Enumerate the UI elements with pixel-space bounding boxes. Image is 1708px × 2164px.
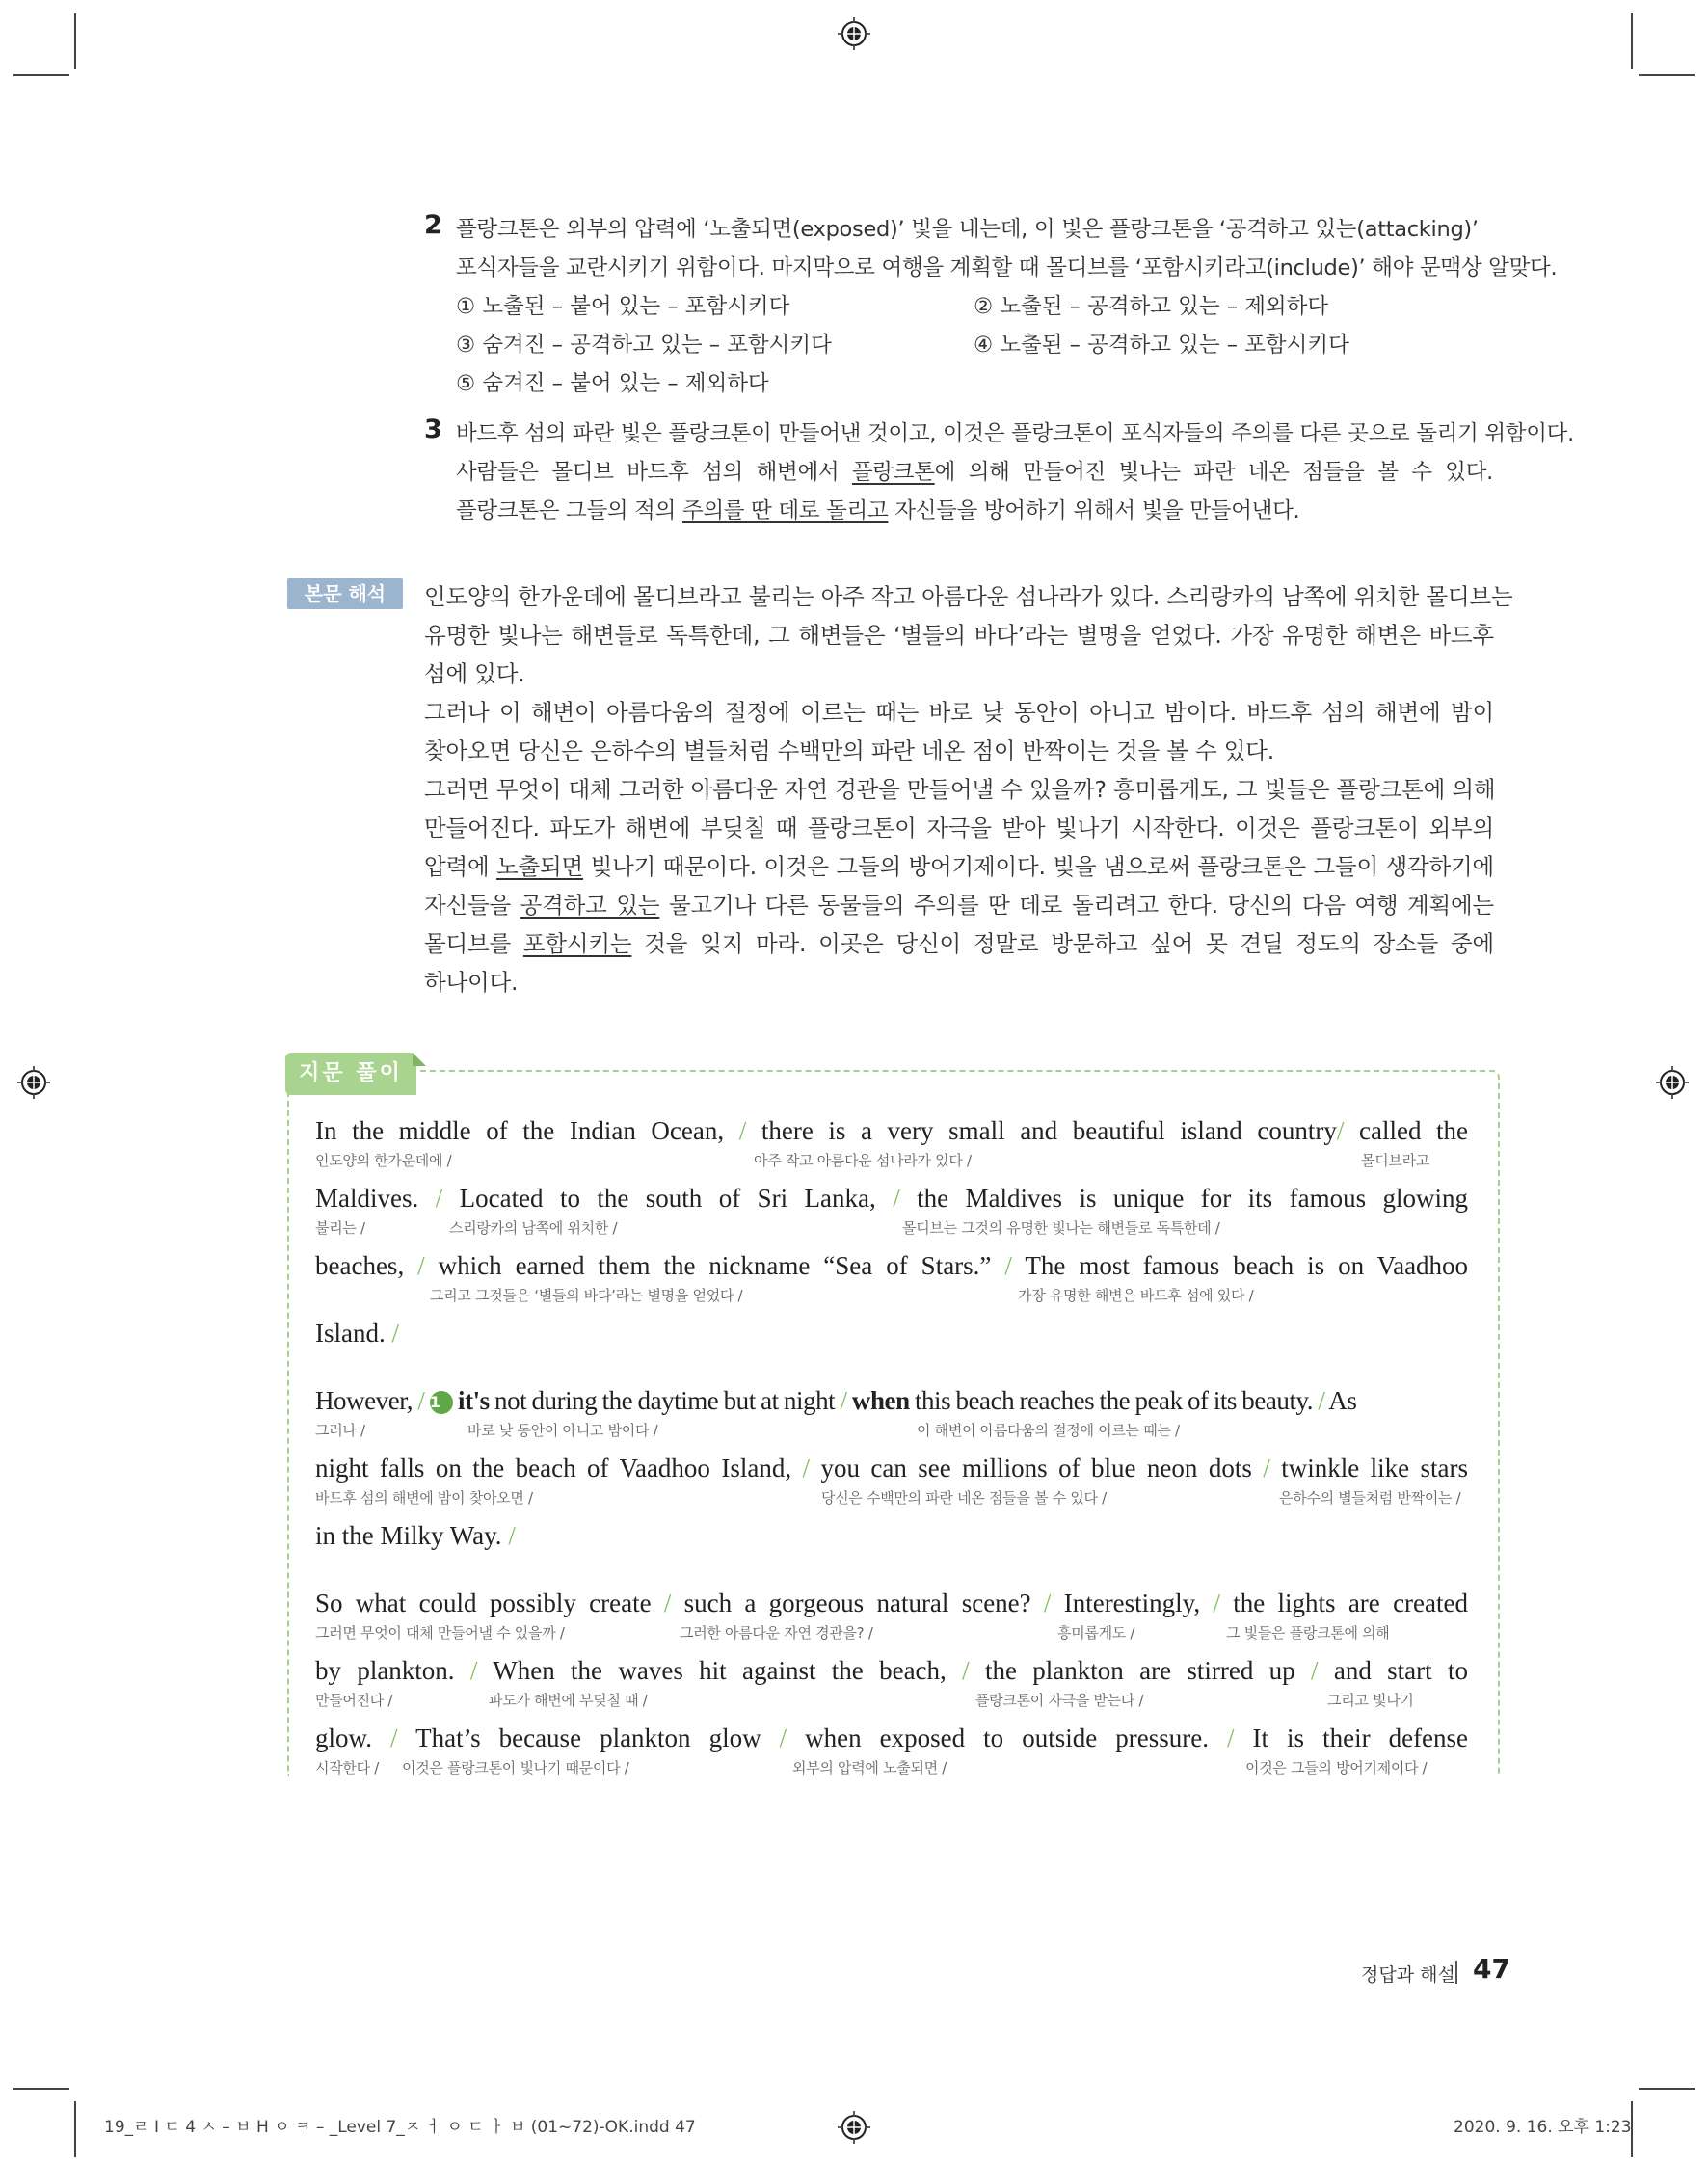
translation-line: 하나이다. [424,969,519,996]
gloss: 불리는 / [315,1219,365,1237]
gloss: 만들어진다 / [315,1692,393,1709]
gloss: 그 빛들은 플랑크톤에 의해 [1226,1624,1390,1642]
gloss: 당신은 수백만의 파란 네온 점들을 볼 수 있다 / [821,1489,1107,1507]
gloss: 아주 작고 아름다운 섬나라가 있다 / [754,1152,972,1169]
gloss: 이것은 플랑크톤이 빛나기 때문이다 / [402,1759,629,1777]
footer-label: 정답과 해설 [1361,1964,1455,1986]
answer-choice: ④ 노출된 – 공격하고 있는 – 포함시키다 [974,333,1349,358]
page-number: 47 [1473,1953,1510,1985]
registration-mark-icon [17,1066,50,1099]
crop-mark [1639,2088,1695,2090]
gloss: 이것은 그들의 방어기제이다 / [1245,1759,1428,1777]
gloss: 그러한 아름다운 자연 경관을? / [680,1624,873,1642]
answer-choice: ① 노출된 – 붙어 있는 – 포함시키다 [456,294,790,319]
translation-line: 그러면 무엇이 대체 그러한 아름다운 자연 경관을 만들어낼 수 있을까? 흥미롭게도, 그 빛들은 플랑크톤에 의해 [424,776,1496,803]
passage-tab: 지문 풀이 [285,1053,416,1095]
gloss: 스리랑카의 남쪽에 위치한 / [449,1219,618,1237]
crop-mark [1639,74,1695,76]
passage-line: glow. / That’s because plankton glow / when exposed to outside pressure. / It is their defense [315,1723,1469,1752]
answer-underline: 공격하고 있는 [520,892,660,919]
gloss: 그리고 빛나기 [1327,1692,1414,1709]
footer-divider [1455,1961,1457,1984]
gloss: 이 해변이 아름다움의 절정에 이르는 때는 / [917,1422,1180,1439]
summary-line: 사람들은 몰디브 바드후 섬의 해변에서 플랑크톤에 의해 만들어진 빛나는 파란 네온 점들을 볼 수 있다. [456,460,1493,485]
translation-badge: 본문 해석 [287,578,403,609]
gloss: 은하수의 별들처럼 반짝이는 / [1279,1489,1461,1507]
summary-line: 플랑크톤은 그들의 적의 주의를 딴 데로 돌리고 자신들을 방어하기 위해서 빛을 만들어낸다. [456,498,1300,523]
translation-line: 압력에 노출되면 빛나기 때문이다. 이것은 그들의 방어기제이다. 빛을 냄으로써 플랑크톤은 그들이 생각하기에 [424,853,1494,880]
answer-underline: 플랑크톤 [851,460,935,485]
translation-line: 몰디브를 포함시키는 것을 잊지 마라. 이곳은 당신이 정말로 방문하고 싶어 못 견딜 정도의 장소들 중에 [424,930,1494,957]
gloss: 외부의 압력에 노출되면 / [792,1759,947,1777]
question-number: 3 [424,414,442,444]
gloss: 바로 낮 동안이 아니고 밤이다 / [467,1422,658,1439]
answer-choice: ③ 숨겨진 – 공격하고 있는 – 포함시키다 [456,333,832,358]
print-slug: 19_ㄹ I ㄷ 4 ㅅ – ㅂ H ㅇ ㅋ – _Level 7_ㅈ ㅓ ㅇ ㄷ ㅏ ㅂ (01~72)-OK.indd 47 [104,2118,696,2137]
passage-line: night falls on the beach of Vaadhoo Island, / you can see millions of blue neon dots / twinkle like stars [315,1454,1468,1483]
tab-fold [413,1053,426,1066]
passage-line: in the Milky Way. / [315,1521,516,1550]
translation-line: 찾아오면 당신은 은하수의 별들처럼 수백만의 파란 네온 점이 반짝이는 것을 볼 수 있다. [424,737,1275,764]
passage-line: Island. / [315,1319,399,1348]
registration-mark-icon [838,2111,870,2144]
answer-underline: 주의를 딴 데로 돌리고 [681,498,889,523]
registration-mark-icon [1656,1066,1689,1099]
answer-choice: ⑤ 숨겨진 – 붙어 있는 – 제외하다 [456,371,769,396]
translation-line: 인도양의 한가운데에 몰디브라고 불리는 아주 작고 아름다운 섬나라가 있다. 스리랑카의 남쪽에 위치한 몰디브는 [424,583,1513,610]
grammar-point-number: 1 [430,1391,453,1414]
answer-choice: ② 노출된 – 공격하고 있는 – 제외하다 [974,294,1329,319]
gloss: 시작한다 / [315,1759,379,1777]
gloss: 몰디브라고 [1361,1152,1429,1169]
print-date: 2020. 9. 16. 오후 1:23 [1454,2118,1632,2137]
gloss: 흥미롭게도 / [1057,1624,1135,1642]
translation-line: 섬에 있다. [424,660,525,687]
passage-line: Maldives. / Located to the south of Sri Lanka, / the Maldives is unique for its famous glowing [315,1184,1469,1213]
gloss: 그리고 그것들은 ‘별들의 바다’라는 별명을 얻었다 / [430,1287,743,1304]
gloss: 바드후 섬의 해변에 밤이 찾아오면 / [315,1489,533,1507]
passage-line: So what could possibly create / such a gorgeous natural scene? / Interestingly, / the lights are created [315,1589,1468,1617]
passage-line: In the middle of the Indian Ocean, / there is a very small and beautiful island country/ called the [315,1116,1469,1145]
answer-explanation-line: 바드후 섬의 파란 빛은 플랑크톤이 만들어낸 것이고, 이것은 플랑크톤이 포식자들의 주의를 다른 곳으로 돌리기 위함이다. [456,421,1574,446]
passage-line: beaches, / which earned them the nickname “Sea of Stars.” / The most famous beach is on Vaadhoo [315,1251,1469,1280]
question-number: 2 [424,210,442,240]
answer-underline: 포함시키는 [522,930,632,957]
crop-mark [13,74,69,76]
translation-line: 그러나 이 해변이 아름다움의 절정에 이르는 때는 바로 낮 동안이 아니고 밤이다. 바드후 섬의 해변에 밤이 [424,699,1494,726]
gloss: 가장 유명한 해변은 바드후 섬에 있다 / [1018,1287,1254,1304]
translation-line: 자신들을 공격하고 있는 물고기나 다른 동물들의 주의를 딴 데로 돌리려고 한다. 당신의 다음 여행 계획에는 [424,892,1495,919]
registration-mark-icon [838,17,870,50]
crop-mark [74,2101,76,2157]
answer-explanation-line: 플랑크톤은 외부의 압력에 ‘노출되면(exposed)’ 빛을 내는데, 이 빛은 플랑크톤을 ‘공격하고 있는(attacking)’ [456,217,1479,242]
translation-line: 만들어진다. 파도가 해변에 부딪칠 때 플랑크톤이 자극을 받아 빛나기 시작한다. 이것은 플랑크톤이 외부의 [424,815,1494,842]
answer-underline: 노출되면 [496,853,584,880]
crop-mark [13,2088,69,2090]
gloss: 그러나 / [315,1422,365,1439]
gloss: 파도가 해변에 부딪칠 때 / [489,1692,648,1709]
crop-mark [1631,13,1633,69]
translation-line: 유명한 빛나는 해변들로 독특한데, 그 해변들은 ‘별들의 바다’라는 별명을 얻었다. 가장 유명한 해변은 바드후 [424,622,1494,649]
gloss: 그러면 무엇이 대체 만들어낼 수 있을까 / [315,1624,565,1642]
crop-mark [74,13,76,69]
answer-explanation-line: 포식자들을 교란시키기 위함이다. 마지막으로 여행을 계획할 때 몰디브를 ‘포함시키라고(include)’ 해야 문맥상 알맞다. [456,255,1558,281]
passage-line: by plankton. / When the waves hit against the beach, / the plankton are stirred up / and start to [315,1656,1468,1685]
gloss: 인도양의 한가운데에 / [315,1152,452,1169]
passage-line: However, / 1 it's not during the daytime but at night / when this beach reaches the peak of its beauty. / As [315,1386,1357,1415]
gloss: 몰디브는 그것의 유명한 빛나는 해변들로 독특한데 / [902,1219,1220,1237]
gloss: 플랑크톤이 자극을 받는다 / [975,1692,1144,1709]
